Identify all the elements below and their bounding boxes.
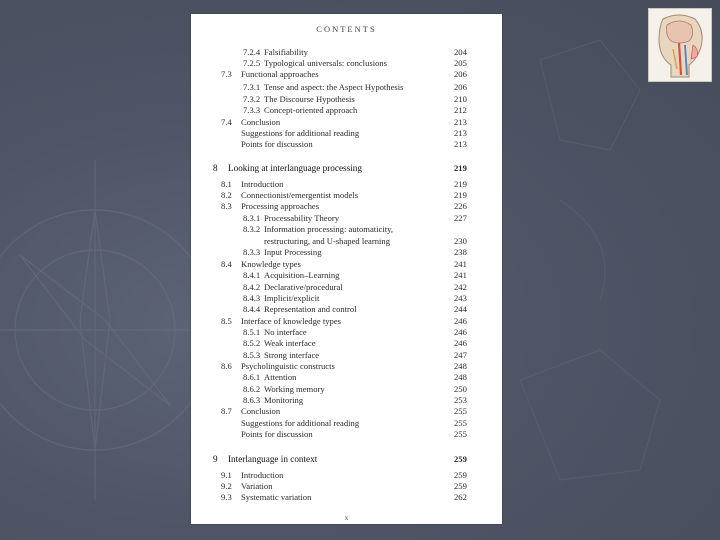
toc-entry-page: 248 (454, 372, 467, 382)
toc-entry-number: 8.4 (221, 259, 232, 269)
toc-entry-page: 255 (454, 418, 467, 428)
toc-entry-number: 8.7 (221, 406, 232, 416)
toc-entry-title: Points for discussion (241, 429, 313, 439)
toc-entry-title: Variation (241, 481, 273, 491)
toc-entry-title: The Discourse Hypothesis (264, 94, 355, 104)
toc-entry-page: 259 (454, 454, 467, 464)
toc-entry-title: Conclusion (241, 406, 281, 416)
toc-entry-title: Looking at interlanguage processing (228, 163, 362, 173)
toc-entry-page: 238 (454, 247, 467, 257)
toc-entry-title: Weak interface (264, 338, 316, 348)
toc-entry-number: 7.3.3 (243, 105, 261, 115)
toc-entry-number: 8.5.1 (243, 327, 261, 337)
page-number: x (344, 514, 349, 522)
toc-entry-title: Typological universals: conclusions (264, 58, 388, 68)
toc-entry-title: Declarative/procedural (264, 282, 343, 292)
toc-entry-number: 8.4.2 (243, 282, 261, 292)
toc-entry-page: 206 (454, 82, 467, 92)
toc-entry-number: 8.5.3 (243, 350, 261, 360)
toc-entry-title: Processability Theory (264, 213, 340, 223)
toc-entry-number: 7.2.4 (243, 47, 261, 57)
toc-entry-page: 255 (454, 406, 467, 416)
toc-entry-title: Introduction (241, 470, 284, 480)
toc-entry-title: Knowledge types (241, 259, 301, 269)
toc-entry-number: 8.3.2 (243, 224, 261, 234)
toc-entry-title: Suggestions for additional reading (241, 418, 360, 428)
toc-entry-title: Connectionist/emergentist models (241, 190, 359, 200)
toc-entry-number: 8.3.1 (243, 213, 261, 223)
toc-entry-number: 8.6.1 (243, 372, 261, 382)
toc-entry-page: 219 (454, 179, 467, 189)
toc-entry-number: 8.3.3 (243, 247, 261, 257)
toc-entry-page: 246 (454, 316, 467, 326)
toc-entry-title: Information processing: automaticity, (264, 224, 394, 234)
toc-entry-number: 9 (213, 454, 218, 464)
toc-entry-title: Concept-oriented approach (264, 105, 358, 115)
toc-entry-number: 8.4.3 (243, 293, 261, 303)
toc-entry-page: 262 (454, 492, 467, 502)
toc-entry-page: 259 (454, 481, 467, 491)
toc-entry-title: Psycholinguistic constructs (241, 361, 335, 371)
toc-entry-page: 246 (454, 338, 467, 348)
toc-entry-number: 8.4.4 (243, 304, 261, 314)
toc-entry-page: 259 (454, 470, 467, 480)
toc-entry-page: 255 (454, 429, 467, 439)
toc-entry-page: 247 (454, 350, 467, 360)
toc-entry-number: 8.6 (221, 361, 232, 371)
toc-entry-page: 226 (454, 201, 467, 211)
toc-entry-title: Interface of knowledge types (241, 316, 341, 326)
toc-entry-page: 213 (454, 117, 467, 127)
toc-entry-title: Processing approaches (241, 201, 320, 211)
toc-entry-page: 250 (454, 384, 467, 394)
toc-entry-page: 243 (454, 293, 467, 303)
toc-entry-title: restructuring, and U-shaped learning (264, 236, 390, 246)
toc-entry-title: Tense and aspect: the Aspect Hypothesis (264, 82, 404, 92)
toc-entry-number: 7.3 (221, 69, 232, 79)
toc-entry-number: 8.1 (221, 179, 232, 189)
toc-entry-title: Representation and control (264, 304, 357, 314)
toc-entry-page: 246 (454, 327, 467, 337)
toc-entry-page: 253 (454, 395, 467, 405)
toc-entry-title: Attention (264, 372, 297, 382)
page-header: CONTENTS (316, 24, 377, 34)
toc-entry-title: Suggestions for additional reading (241, 128, 360, 138)
toc-entry-number: 8.6.2 (243, 384, 261, 394)
toc-entry-page: 219 (454, 190, 467, 200)
toc-entry-number: 8.4.1 (243, 270, 261, 280)
toc-entry-page: 248 (454, 361, 467, 371)
toc-entry-page: 227 (454, 213, 467, 223)
toc-entry-number: 8.6.3 (243, 395, 261, 405)
toc-entry-number: 9.3 (221, 492, 232, 502)
head-cross-section-icon (649, 9, 711, 81)
toc-entry-title: Monitoring (264, 395, 304, 405)
toc-entry-page: 242 (454, 282, 467, 292)
toc-entry-title: Input Processing (264, 247, 322, 257)
toc-entry-title: Acquisition–Learning (264, 270, 340, 280)
toc-entry-title: Conclusion (241, 117, 281, 127)
toc-entry-number: 7.2.5 (243, 58, 261, 68)
toc-entry-title: No interface (264, 327, 307, 337)
anatomy-illustration (648, 8, 712, 82)
toc-entry-title: Working memory (264, 384, 325, 394)
toc-entry-page: 213 (454, 139, 467, 149)
toc-entry-title: Introduction (241, 179, 284, 189)
toc-entry-number: 8.2 (221, 190, 232, 200)
document-page (191, 14, 502, 524)
toc-entry-page: 212 (454, 105, 467, 115)
toc-entry-page: 241 (454, 259, 467, 269)
toc-entry-title: Systematic variation (241, 492, 312, 502)
toc-entry-page: 230 (454, 236, 467, 246)
toc-entry-page: 205 (454, 58, 467, 68)
toc-entry-number: 8.5 (221, 316, 232, 326)
toc-entry-page: 206 (454, 69, 467, 79)
toc-entry-title: Implicit/explicit (264, 293, 320, 303)
toc-entry-page: 204 (454, 47, 467, 57)
toc-entry-number: 9.1 (221, 470, 232, 480)
toc-entry-page: 210 (454, 94, 467, 104)
toc-entry-number: 7.3.1 (243, 82, 261, 92)
toc-entry-title: Functional approaches (241, 69, 319, 79)
toc-entry-page: 241 (454, 270, 467, 280)
toc-entry-title: Points for discussion (241, 139, 313, 149)
toc-entry-title: Strong interface (264, 350, 320, 360)
toc-entry-number: 7.4 (221, 117, 232, 127)
toc-entry-page: 213 (454, 128, 467, 138)
toc-entry-page: 219 (454, 163, 467, 173)
toc-entry-title: Interlanguage in context (228, 454, 318, 464)
toc-entry-number: 8.5.2 (243, 338, 261, 348)
toc-entry-title: Falsifiability (264, 47, 308, 57)
toc-entry-number: 7.3.2 (243, 94, 261, 104)
toc-entry-page: 244 (454, 304, 467, 314)
toc-entry-number: 8.3 (221, 201, 232, 211)
toc-entry-number: 8 (213, 163, 218, 173)
toc-entry-number: 9.2 (221, 481, 232, 491)
